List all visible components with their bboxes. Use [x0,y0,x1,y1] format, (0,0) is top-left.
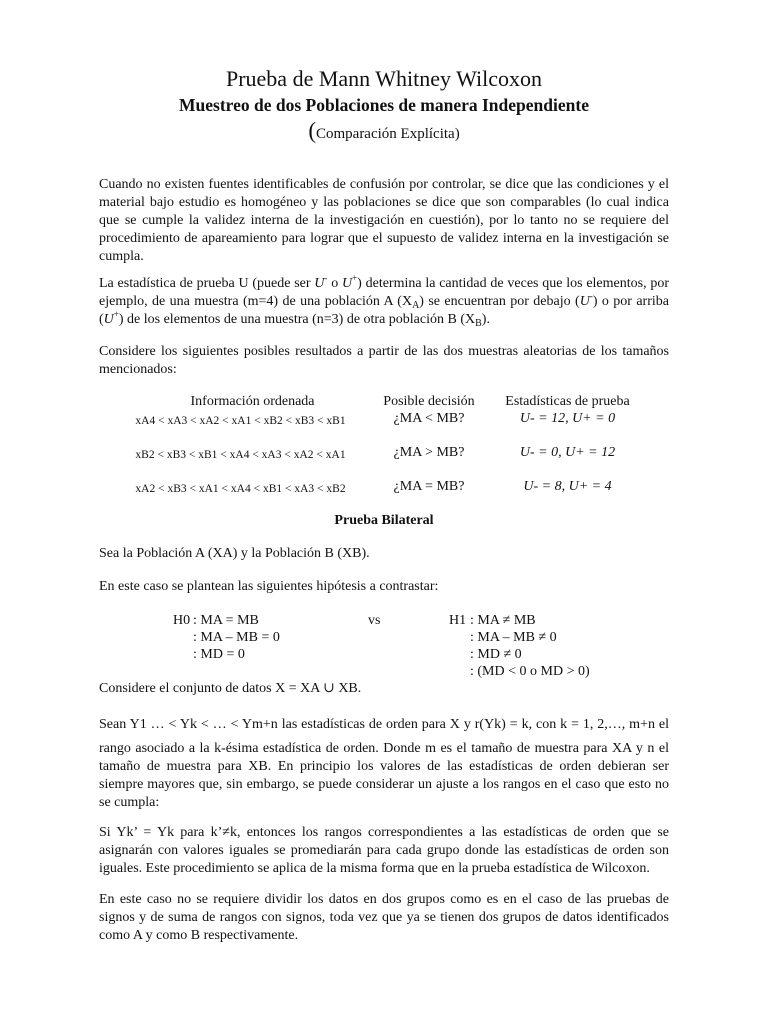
h1-line-4: : (MD < 0 o MD > 0) [470,664,590,679]
table-header-decision: Posible decisión [383,394,475,409]
paragraph-groups: En este caso no se requiere dividir los datos en dos grupos como es en el caso de las pruebas de signos y de suma de rangos con signos, toda vez que ya se tienen dos grupos de datos identificados como A y como B respectivamente. [99,892,669,943]
h0-label: H0 [173,613,191,628]
vs-label: vs [368,613,381,628]
table-row-2-stat: U- = 0, U+ = 12 [519,445,616,460]
paragraph-order-stats-rest: rango asociado a la k-ésima estadística de orden. Donde m es el tamaño de muestra para XA y n el tamaño de muestra para XB. En principio los valores de las estadísticas de orden debieran ser siempre mayores que, sin embargo, se puede considerar un ajuste a los rangos en el caso que esto no se cumpla: [99,741,669,810]
table-row-1-order: xA4 < xA3 < xA2 < xA1 < xB2 < xB3 < xB1 [135,415,346,427]
h1-line-3: : MD ≠ 0 [470,647,522,662]
document-subtitle-2 [0,118,768,144]
paragraph-ties: Si Yk’ = Yk para k’≠k, entonces los rangos correspondientes a las estadísticas de orden que se asignarán con valores iguales se promediarán para cada grupo donde las estadísticas de orden son iguales. Este procedimiento se aplica de la misma forma que en la prueba estadística de Wilcoxon. [99,825,669,876]
table-row-2-decision: ¿MA > MB? [393,445,465,460]
h0-line-3: : MD = 0 [193,647,245,662]
paragraph-u-statistic: La estadística de prueba U (puede ser U- o U+) determina la cantidad de veces que los elementos, por ejemplo, de una muestra (m=4) de una población A $(X_A)$ se encuentran por debajo (U-) o por arriba (U+) de los elementos de una muestra (n=3) de otra población B $(X_B)$. [99,273,670,329]
open-paren: ( [308,118,316,143]
paragraph-populations: Sea la Población A (XA) y la Población B (XB). [99,546,370,561]
paragraph-dataset: Considere el conjunto de datos X = XA ∪ XB. [99,681,362,696]
h1-line-2: : MA – MB ≠ 0 [470,630,557,645]
table-header-order: Información ordenada [190,394,315,409]
paragraph-order-stats-line-1: Sean Y1 … < Yk < … < Ym+n las estadísticas de orden para X y r(Yk) = k, con k = 1, 2,…, m+n el [99,717,669,732]
table-row-3-order: xA2 < xB3 < xA1 < xA4 < xB1 < xA3 < xB2 [135,483,346,495]
table-row-1-decision: ¿MA < MB? [393,411,465,426]
table-row-1-stat: U- = 12, U+ = 0 [519,411,616,426]
paragraph-hypotheses-intro: En este caso se plantean las siguientes hipótesis a contrastar: [99,579,439,594]
h1-line-1: : MA ≠ MB [470,613,536,628]
subtitle-2-text: Comparación Explícita) [315,126,460,142]
document-title: Prueba de Mann Whitney Wilcoxon [225,66,542,91]
h0-line-1: : MA = MB [193,613,259,628]
table-header-stats: Estadísticas de prueba [505,394,630,409]
h1-label: H1 [449,613,467,628]
table-row-3-decision: ¿MA = MB? [393,479,465,494]
table-row-3-stat: U- = 8, U+ = 4 [523,479,612,494]
h0-line-2: : MA – MB = 0 [193,630,280,645]
section-title-bilateral: Prueba Bilateral [334,513,434,528]
paragraph-intro: Cuando no existen fuentes identificables de confusión por controlar, se dice que las condiciones y el material bajo estudio es homogéneo y las poblaciones se dice que son comparables (lo cual indica que se cumple la validez interna de la investigación en cuestión), por lo tanto no se requiere del procedimiento de apareamiento para lograr que el supuesto de validez interna en la investigación se cumpla. [99,177,669,264]
paragraph-consider-results: Considere los siguientes posibles resultados a partir de las dos muestras aleatorias de los tamaños mencionados: [99,344,669,377]
table-row-2-order: xB2 < xB3 < xB1 < xA4 < xA3 < xA2 < xA1 [135,449,346,461]
document-subtitle: Muestreo de dos Poblaciones de manera Independiente [179,95,589,115]
